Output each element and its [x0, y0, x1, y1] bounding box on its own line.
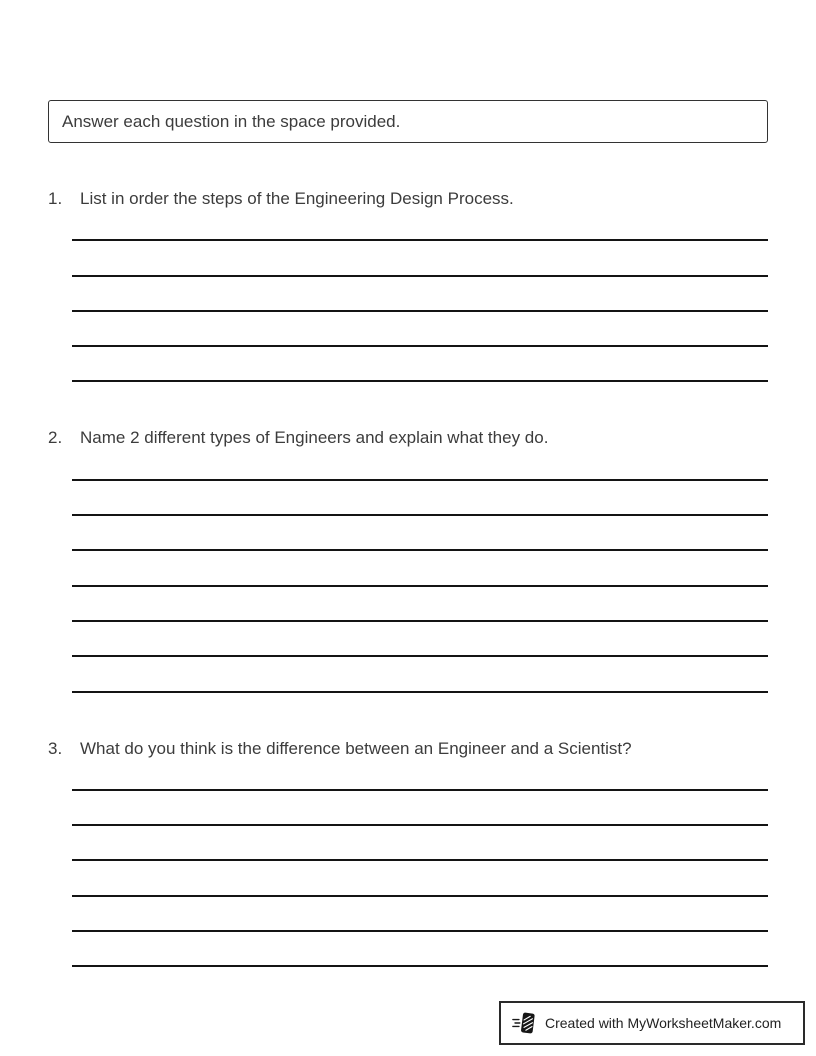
footer-credit-text: Created with MyWorksheetMaker.com [545, 1015, 782, 1031]
answer-line [72, 516, 768, 551]
footer-credit-badge[interactable] [499, 1001, 805, 1045]
answer-line [72, 206, 768, 241]
answer-line [72, 347, 768, 382]
answer-line [72, 551, 768, 586]
answer-line [72, 932, 768, 967]
answer-lines [72, 445, 768, 692]
answer-line [72, 622, 768, 657]
question-number: 3. [48, 738, 63, 758]
question-block [0, 426, 816, 692]
answer-line [72, 481, 768, 516]
answer-line [72, 756, 768, 791]
answer-lines [72, 756, 768, 968]
question-block [0, 737, 816, 968]
answer-line [72, 826, 768, 861]
answer-line [72, 241, 768, 276]
answer-line [72, 791, 768, 826]
answer-line [72, 897, 768, 932]
answer-line [72, 587, 768, 622]
answer-line [72, 312, 768, 347]
question-number: 2. [48, 428, 63, 448]
question-text: List in order the steps of the Engineering Design Process. [80, 189, 514, 208]
questions-section [0, 187, 816, 967]
answer-line [72, 445, 768, 480]
question-text: Name 2 different types of Engineers and explain what they do. [80, 428, 549, 448]
instruction-box [48, 100, 768, 143]
question-number: 1. [48, 189, 63, 208]
instruction-text: Answer each question in the space provided. [62, 111, 401, 131]
question-text: What do you think is the difference between an Engineer and a Scientist? [80, 738, 632, 758]
question-block [0, 187, 816, 382]
worksheet-maker-logo-icon [512, 1009, 538, 1037]
answer-line [72, 657, 768, 692]
answer-line [72, 861, 768, 896]
answer-lines [72, 206, 768, 382]
answer-line [72, 277, 768, 312]
